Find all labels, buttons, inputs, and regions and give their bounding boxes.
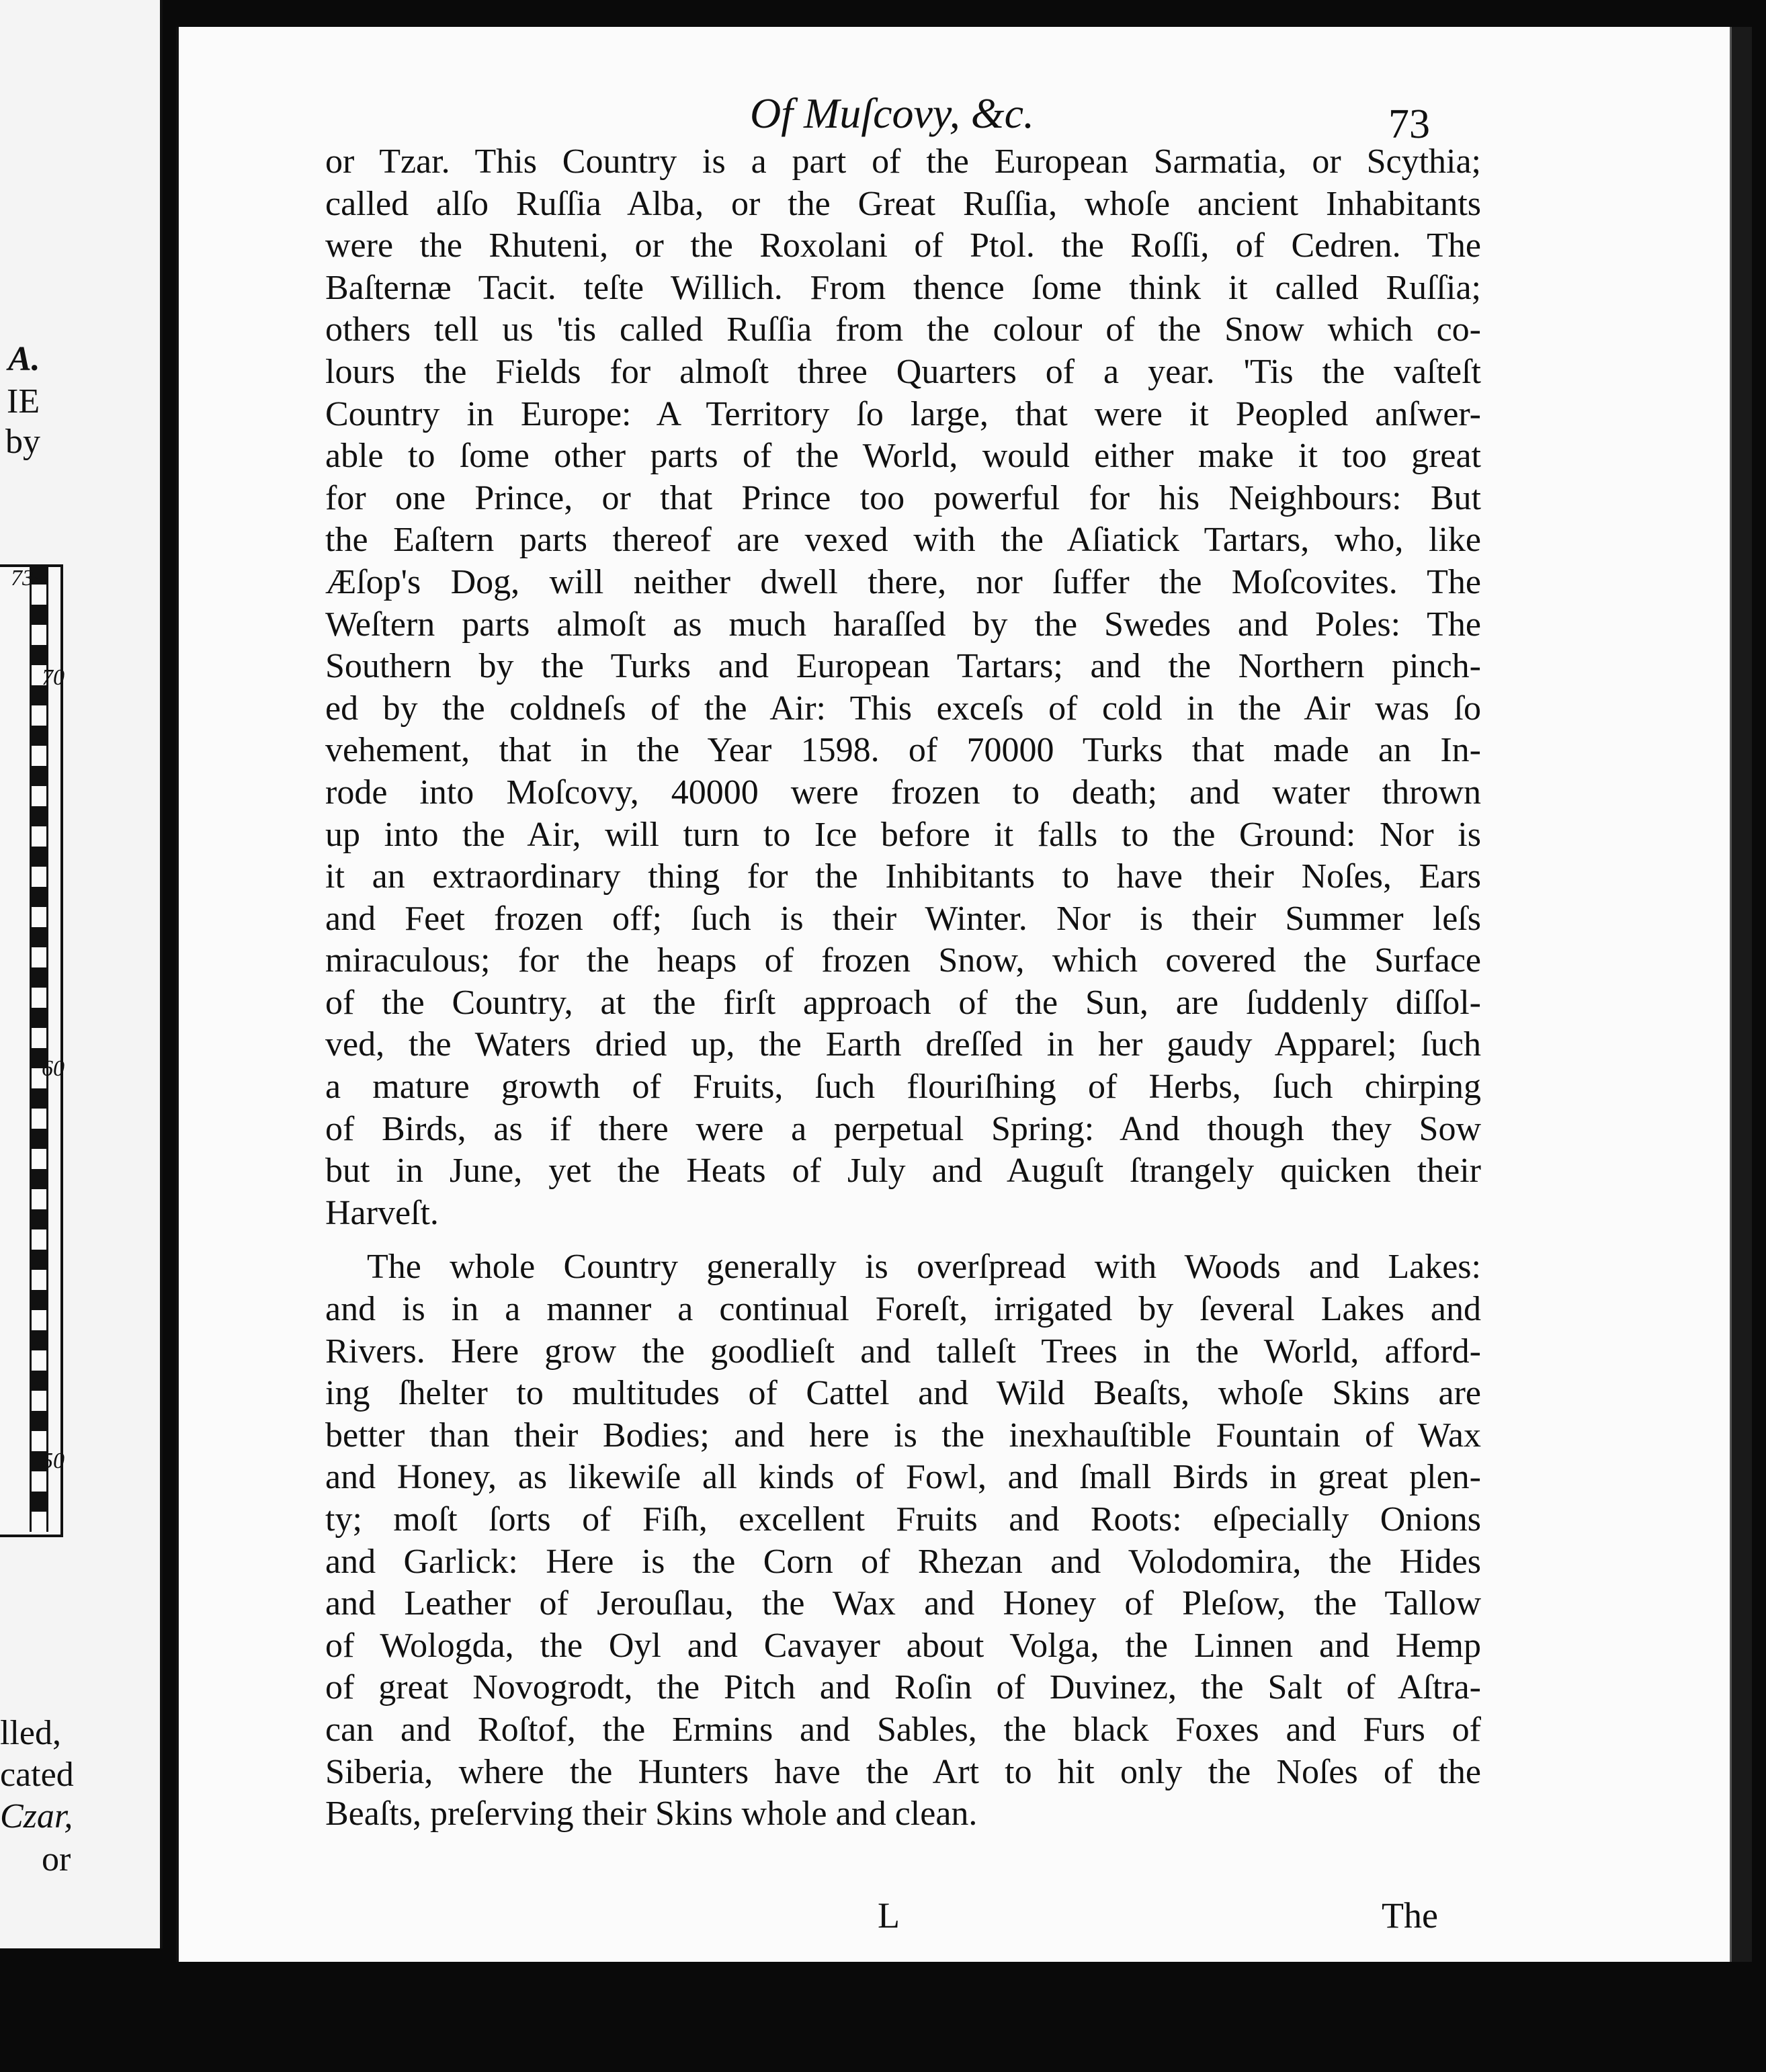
text-line: up into the Air, will turn to Ice before it falls to the Ground: Nor is	[325, 815, 1481, 854]
catchword: The	[1382, 1895, 1438, 1936]
facing-page-text-fragment: cated	[0, 1756, 74, 1794]
facing-page-fragment	[0, 0, 163, 1948]
facing-page-text-fragment: by	[5, 423, 40, 461]
text-line: Southern by the Turks and European Tartars; and the Northern pinch-	[325, 647, 1481, 686]
map-degree-label: 60	[42, 1056, 65, 1081]
text-line: were the Rhuteni, or the Roxolani of Ptol. the Roſſi, of Cedren. The	[325, 226, 1481, 265]
map-degree-label: 70	[42, 665, 65, 690]
facing-page-text-fragment: Czar,	[0, 1797, 73, 1836]
text-line: ved, the Waters dried up, the Earth dreſſed in her gaudy Apparel; ſuch	[325, 1025, 1481, 1064]
text-line: Harveſt.	[325, 1193, 439, 1232]
text-line: and Leather of Jerouſlau, the Wax and Honey of Pleſow, the Tallow	[325, 1584, 1481, 1623]
text-line: it an extraordinary thing for the Inhibitants to have their Noſes, Ears	[325, 857, 1481, 896]
text-line: ty; moſt ſorts of Fiſh, excellent Fruits and Roots: eſpecially Onions	[325, 1500, 1481, 1539]
text-line: of the Country, at the firſt approach of the Sun, are ſuddenly diſſol-	[325, 983, 1481, 1022]
text-line: but in June, yet the Heats of July and Auguſt ſtrangely quicken their	[325, 1152, 1481, 1191]
text-line: able to ſome other parts of the World, would either make it too great	[325, 437, 1481, 476]
facing-page-text-fragment: lled,	[0, 1714, 61, 1752]
text-line: Beaſts, preſerving their Skins whole and clean.	[325, 1795, 978, 1833]
map-degree-scale	[30, 564, 48, 1532]
text-line: Country in Europe: A Territory ſo large, that were it Peopled anſwer-	[325, 394, 1481, 433]
text-line: a mature growth of Fruits, ſuch flouriſhing of Herbs, ſuch chirping	[325, 1068, 1481, 1107]
text-line: and Honey, as likewiſe all kinds of Fowl, and ſmall Birds in great plen-	[325, 1458, 1481, 1497]
book-page	[176, 27, 1731, 1962]
body-text	[325, 141, 1481, 1836]
text-line: Weſtern parts almoſt as much haraſſed by the Swedes and Poles: The	[325, 605, 1481, 644]
text-line: and is in a manner a continual Foreſt, irrigated by ſeveral Lakes and	[325, 1290, 1481, 1329]
paragraph-gap	[325, 1234, 1481, 1246]
text-line: or Tzar. This Country is a part of the European Sarmatia, or Scythia;	[325, 142, 1481, 181]
text-line: called alſo Ruſſia Alba, or the Great Ruſſia, whoſe ancient Inhabitants	[325, 184, 1481, 223]
map-degree-label: 50	[42, 1449, 65, 1473]
text-line: Siberia, where the Hunters have the Art to hit only the Noſes of the	[325, 1752, 1481, 1791]
text-line: others tell us 'tis called Ruſſia from the colour of the Snow which co-	[325, 310, 1481, 349]
text-line: ing ſhelter to multitudes of Cattel and Wild Beaſts, whoſe Skins are	[325, 1374, 1481, 1413]
page-edge	[1730, 27, 1752, 1962]
text-line: Æſop's Dog, will neither dwell there, nor ſuffer the Moſcovites. The	[325, 562, 1481, 601]
text-line: The whole Country generally is overſpread with Woods and Lakes:	[367, 1248, 1481, 1287]
text-line: of Wologda, the Oyl and Cavayer about Volga, the Linnen and Hemp	[325, 1626, 1481, 1665]
facing-page-text-fragment: IE	[7, 382, 40, 421]
text-line: vehement, that in the Year 1598. of 70000 Turks that made an In-	[325, 731, 1481, 770]
text-line: of Birds, as if there were a perpetual Spring: And though they Sow	[325, 1109, 1481, 1148]
text-line: Rivers. Here grow the goodlieſt and talleſt Trees in the World, afford-	[325, 1332, 1481, 1371]
text-line: miraculous; for the heaps of frozen Snow, which covered the Surface	[325, 941, 1481, 980]
text-line: and Garlick: Here is the Corn of Rhezan and Volodomira, the Hides	[325, 1542, 1481, 1581]
signature-mark: L	[878, 1895, 900, 1936]
text-line: ed by the coldneſs of the Air: This exceſs of cold in the Air was ſo	[325, 689, 1481, 728]
facing-page-text-fragment: A.	[8, 340, 40, 378]
text-line: for one Prince, or that Prince too powerful for his Neighbours: But	[325, 478, 1481, 517]
paragraph-2	[325, 1246, 1481, 1835]
text-line: rode into Moſcovy, 40000 were frozen to death; and water thrown	[325, 773, 1481, 812]
text-line: can and Roſtof, the Ermins and Sables, the black Foxes and Furs of	[325, 1710, 1481, 1749]
text-line: the Eaſtern parts thereof are vexed with the Aſiatick Tartars, who, like	[325, 521, 1481, 560]
text-line: Baſternæ Tacit. teſte Willich. From thence ſome think it called Ruſſia;	[325, 268, 1481, 307]
scan-border	[176, 1962, 1762, 2072]
text-line: better than their Bodies; and here is the inexhauſtible Fountain of Wax	[325, 1416, 1481, 1455]
text-line: of great Novogrodt, the Pitch and Roſin of Duvinez, the Salt of Aſtra-	[325, 1668, 1481, 1707]
running-head: Of Muſcovy, &c.	[750, 89, 1034, 137]
facing-page-text-fragment: or	[42, 1840, 71, 1879]
page-number: 73	[1388, 101, 1430, 147]
map-page-number: 73·	[11, 566, 40, 591]
text-line: lours the Fields for almoſt three Quarters of a year. 'Tis the vaſteſt	[325, 352, 1481, 391]
text-line: and Feet frozen off; ſuch is their Winter. Nor is their Summer leſs	[325, 899, 1481, 938]
paragraph-1	[325, 141, 1481, 1234]
